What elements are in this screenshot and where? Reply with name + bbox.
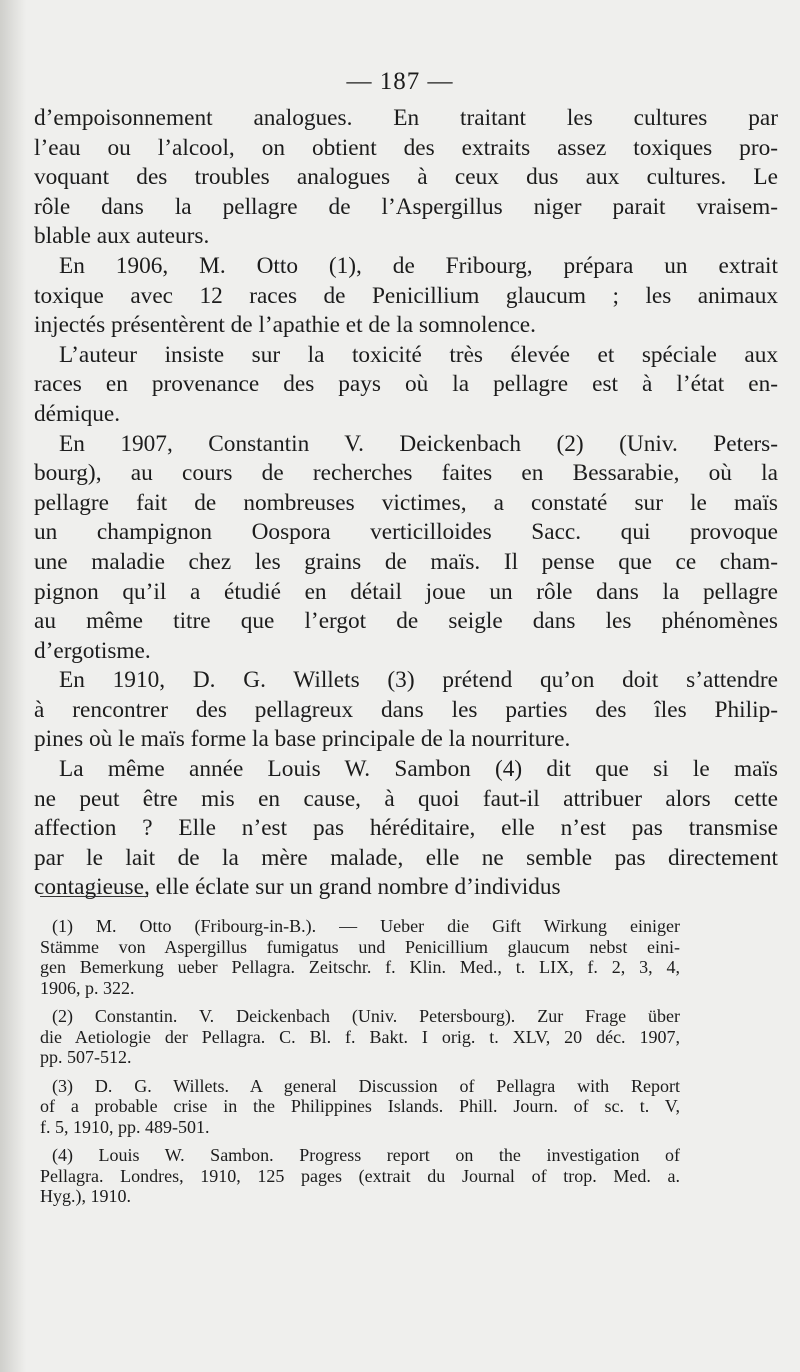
paragraph: [34, 666, 778, 755]
text-line: contagieuse, elle éclate sur un grand nombre d’individus: [34, 874, 561, 901]
page-number: — 187 —: [346, 68, 454, 95]
footnote: [40, 916, 680, 998]
footnote-line: (1) M. Otto (Fribourg-in-B.). — Ueber die Gift Wirkung einiger: [52, 916, 680, 936]
text-line: démique.: [34, 400, 121, 427]
body-text: [34, 104, 778, 903]
footnotes: [40, 916, 680, 1215]
footnote: [40, 1145, 680, 1207]
text-line: ne peut être mis en cause, à quoi faut-il attribuer alors cette: [34, 785, 778, 812]
text-line: par le lait de la mère malade, elle ne semble pas directement: [34, 844, 778, 871]
footnote-line: Pellagra. Londres, 1910, 125 pages (extrait du Journal of trop. Med. a.: [40, 1165, 680, 1186]
text-line: La même année Louis W. Sambon (4) dit que si le maïs: [59, 756, 778, 783]
footnote: [40, 1006, 680, 1068]
text-line: une maladie chez les grains de maïs. Il pense que ce cham-: [34, 548, 778, 575]
page-edge-shadow: [0, 0, 26, 1372]
paragraph: [34, 430, 778, 667]
text-line: En 1906, M. Otto (1), de Fribourg, prépara un extrait: [59, 252, 778, 279]
footnote: [40, 1076, 680, 1138]
footnote-rule: [40, 896, 148, 897]
footnote-line: 1906, p. 322.: [40, 977, 135, 998]
footnote-line: Hyg.), 1910.: [40, 1186, 131, 1206]
text-line: d’empoisonnement analogues. En traitant les cultures par: [34, 105, 778, 131]
text-line: rôle dans la pellagre de l’Aspergillus niger parait vraisem-: [34, 193, 778, 220]
text-line: En 1907, Constantin V. Deickenbach (2) (Univ. Peters-: [59, 430, 778, 457]
text-line: pignon qu’il a étudié en détail joue un rôle dans la pellagre: [34, 578, 778, 605]
footnote-line: pp. 507-512.: [40, 1047, 132, 1067]
text-line: à rencontrer des pellagreux dans les parties des îles Philip-: [34, 696, 778, 723]
text-line: voquant des troubles analogues à ceux dus aux cultures. Le: [34, 164, 778, 191]
text-line: affection ? Elle n’est pas héréditaire, elle n’est pas transmise: [34, 815, 778, 842]
paragraph: [34, 252, 778, 341]
text-line: pines où le maïs forme la base principale de la nourriture.: [34, 726, 571, 753]
footnote-line: f. 5, 1910, pp. 489-501.: [40, 1116, 210, 1137]
footnote-line: gen Bemerkung ueber Pellagra. Zeitschr. f. Klin. Med., t. LIX, f. 2, 3, 4,: [40, 957, 680, 977]
paragraph: [34, 755, 778, 903]
paragraph: [34, 104, 778, 252]
text-line: bourg), au cours de recherches faites en Bessarabie, où la: [34, 460, 778, 487]
text-line: injectés présentèrent de l’apathie et de la somnolence.: [34, 312, 536, 339]
text-line: blable aux auteurs.: [34, 223, 210, 250]
footnote-line: die Aetiologie der Pellagra. C. Bl. f. Bakt. I orig. t. XLV, 20 déc. 1907,: [40, 1026, 680, 1047]
text-line: d’ergotisme.: [34, 637, 151, 664]
text-line: L’auteur insiste sur la toxicité très élevée et spéciale aux: [59, 341, 778, 368]
text-line: En 1910, D. G. Willets (3) prétend qu’on doit s’attendre: [59, 667, 778, 694]
footnote-line: (3) D. G. Willets. A general Discussion of Pellagra with Report: [52, 1075, 680, 1096]
footnote-line: Stämme von Aspergillus fumigatus und Penicillium glaucum nebst eini-: [40, 936, 680, 957]
text-line: l’eau ou l’alcool, on obtient des extraits assez toxiques pro-: [34, 134, 778, 161]
footnote-line: (2) Constantin. V. Deickenbach (Univ. Petersbourg). Zur Frage über: [52, 1006, 680, 1026]
footnote-line: (4) Louis W. Sambon. Progress report on the investigation of: [52, 1145, 680, 1165]
footnote-line: of a probable crise in the Philippines Islands. Phill. Journ. of sc. t. V,: [40, 1096, 680, 1116]
text-line: pellagre fait de nombreuses victimes, a constaté sur le maïs: [34, 489, 778, 516]
text-line: au même titre que l’ergot de seigle dans les phénomènes: [34, 608, 778, 635]
paragraph: [34, 341, 778, 430]
text-line: races en provenance des pays où la pellagre est à l’état en-: [34, 371, 778, 398]
text-line: toxique avec 12 races de Penicillium glaucum ; les animaux: [34, 282, 778, 309]
text-line: un champignon Oospora verticilloides Sacc. qui provoque: [34, 519, 778, 546]
